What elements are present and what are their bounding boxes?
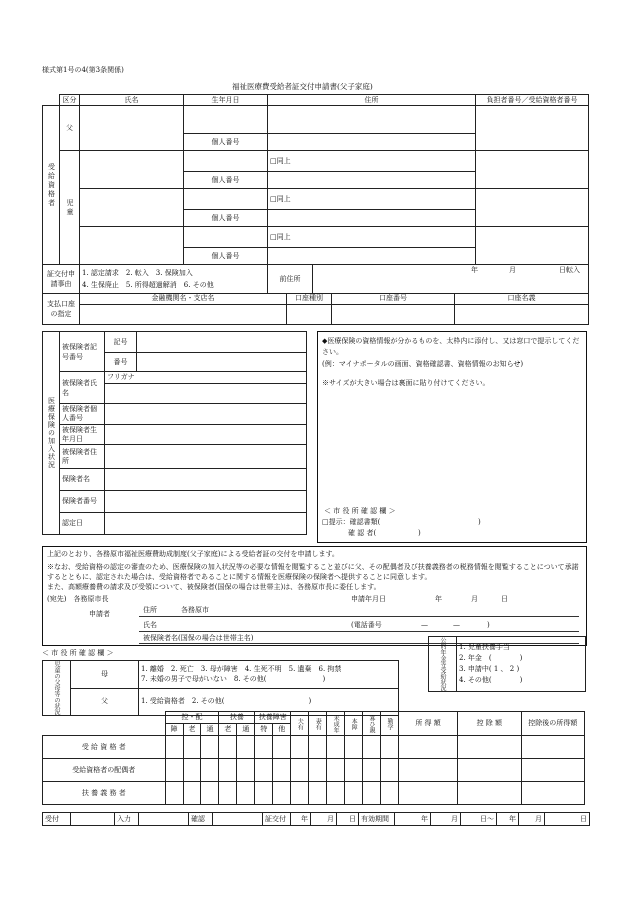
applicant-name-label: 氏名 (143, 621, 157, 629)
apply-year: 年 (435, 595, 442, 603)
declaration-line3: また、高額療養費の請求及び受領について、被保険者(国保の場合は世帯主)は、各務原市長に委任します。 (47, 583, 381, 591)
phone-label: (電話番号 (351, 621, 382, 629)
reason-options-line2[interactable]: 4. 生保廃止 5. 所得超過解消 6. その他 (82, 281, 214, 289)
reason-options-line1[interactable]: 1. 認定請求 2. 転入 3. 保険加入 (82, 269, 193, 277)
account-type-header: 口座種別 (287, 294, 332, 304)
income-sub-2: 老 (183, 724, 201, 736)
pension-label: 公的年金等受給状況 (429, 637, 457, 692)
insured-name-field[interactable] (105, 384, 307, 404)
form-title: 福祉医療費受給者証交付申請書(父子家庭) (232, 82, 373, 91)
child1-birthdate-field[interactable] (184, 151, 268, 172)
insured-address-field[interactable] (105, 445, 307, 469)
father-address-field[interactable] (268, 106, 476, 134)
checker-label: 確 認 者( (348, 529, 377, 537)
income-sub-5: 通 (237, 724, 255, 736)
child2-personal-number-label: 個人番号 (184, 210, 268, 227)
pension-option-4[interactable]: 4. その他( ) (459, 676, 523, 684)
applicant-city: 各務原市 (181, 606, 209, 614)
header-birthdate: 生年月日 (184, 95, 268, 106)
child1-burden-field[interactable] (476, 151, 589, 189)
income-header-dependent-disabled: 扶養障害 (255, 712, 291, 724)
insurer-number-label: 保険者番号 (60, 491, 105, 513)
insurance-side-label: 医療保険の加入状況 (43, 332, 60, 535)
mother-options-line2[interactable]: 7. 未婚の男子で母がいない 8. その他( ) (141, 675, 326, 684)
phone-dash2: — (453, 621, 460, 629)
phone-close: ) (487, 621, 490, 629)
apply-month: 月 (471, 595, 478, 603)
pension-option-2[interactable]: 2. 年金 ( ) (459, 654, 523, 662)
move-year: 年 (471, 266, 478, 274)
prev-address-label: 前住所 (268, 265, 313, 293)
income-sub-3: 通 (201, 724, 219, 736)
payment-label: 支払口座の指定 (43, 294, 80, 325)
reason-label: 証交付申請事由 (43, 265, 80, 294)
certified-date-label: 認定日 (60, 513, 105, 535)
father-personal-number-field[interactable] (268, 134, 476, 151)
insurer-name-field[interactable] (105, 469, 307, 491)
income-header-dependents: 扶養 (219, 712, 255, 724)
footer-issue-year: 年 (291, 813, 311, 826)
footer-issue-month: 月 (311, 813, 337, 826)
bank-name-header: 金融機関名・支店名 (80, 294, 287, 304)
footer-confirmed: 確認 (189, 813, 213, 826)
attachment-note2: ※サイズが大きい場合は裏面に貼り付けてください。 (322, 379, 490, 387)
income-header-income: 所 得 額 (398, 712, 457, 736)
presented-close: ) (478, 518, 481, 526)
income-header-spouse: 控・配 (165, 712, 219, 724)
child3-personal-number-label: 個人番号 (184, 248, 268, 265)
office-title: ＜ 市 役 所 確 認 欄 ＞ (42, 649, 114, 657)
child2-personal-number-field[interactable] (268, 210, 476, 227)
child3-address-field[interactable] (268, 227, 476, 248)
footer-issue-day: 日 (337, 813, 359, 826)
move-day: 日転入 (559, 266, 580, 274)
account-holder-header: 口座名義 (507, 294, 536, 302)
footer-valid-day: 日～ (461, 813, 497, 826)
footer-valid-month-end: 月 (519, 813, 545, 826)
account-type-field[interactable] (287, 305, 332, 324)
insured-symbol-label: 被保険者記号番号 (60, 332, 105, 372)
footer-valid-year: 年 (395, 813, 431, 826)
child2-same-checkbox[interactable]: □同上 (270, 194, 291, 203)
insured-birthdate-label: 被保険者生年月日 (60, 425, 105, 445)
footer-input: 入力 (115, 813, 139, 826)
parent-status-table (42, 660, 399, 716)
symbol-field[interactable] (137, 332, 307, 353)
attachment-box[interactable] (317, 331, 587, 543)
mother-options[interactable] (139, 661, 399, 689)
move-month: 月 (509, 266, 516, 274)
father-options[interactable]: 1. 受給資格者 2. その他( ) (139, 688, 399, 716)
father-birthdate-field[interactable] (184, 106, 268, 134)
footer-valid-period: 有効期間 (359, 813, 395, 826)
income-header-widow: 寡ひ親 (363, 712, 381, 736)
child3-same-checkbox[interactable]: □同上 (270, 232, 291, 241)
applicant-address-label: 住所 (143, 606, 157, 614)
insured-birthdate-field[interactable] (105, 425, 307, 445)
insurer-number-field[interactable] (105, 491, 307, 513)
child1-address-field[interactable] (268, 151, 476, 172)
income-header-husband: 夫有 (291, 712, 309, 736)
header-address: 住所 (268, 95, 476, 106)
income-row-spouse: 受給資格者の配偶者 (43, 759, 166, 782)
insured-personal-number-label: 被保険者個人番号 (60, 404, 105, 425)
pension-table (428, 636, 586, 692)
pension-option-3[interactable]: 3. 申請中( 1 、 2 ) (459, 665, 520, 673)
income-table (42, 711, 585, 805)
child-label: 児童 (60, 151, 80, 265)
insured-name-label: 被保険者氏名 (60, 372, 105, 404)
child2-name-field[interactable] (80, 189, 184, 227)
income-header-self-disabled: 本障 (345, 712, 363, 736)
insurer-name-label: 保険者名 (60, 469, 105, 491)
father-label: 父 (60, 106, 80, 151)
child3-birthdate-field[interactable] (184, 227, 268, 248)
attachment-note1b: (例：マイナポータルの画面、資格確認書、資格情報のお知らせ) (322, 360, 524, 368)
insured-personal-number-field[interactable] (105, 404, 307, 425)
pension-options[interactable] (457, 637, 586, 692)
apply-date-label: 申請年月日 (351, 595, 386, 603)
reason-options[interactable] (80, 265, 268, 294)
child3-personal-number-field[interactable] (268, 248, 476, 265)
footer-valid-month: 月 (431, 813, 461, 826)
child3-name-field[interactable] (80, 227, 184, 265)
income-sub-4: 老 (219, 724, 237, 736)
bank-name-field[interactable] (80, 305, 287, 324)
footer-issued: 証交付 (263, 813, 291, 826)
income-header-net: 控除後の所得額 (521, 712, 585, 736)
income-header-student: 勤学 (381, 712, 399, 736)
insured-address-label: 被保険者住所 (60, 445, 105, 469)
attachment-note1: ◆医療保険の資格情報が分かるものを、太枠内に添付し、又は窓口で提示してください。 (322, 337, 580, 356)
income-sub-1: 障 (165, 724, 183, 736)
pension-option-1[interactable]: 1. 児童扶養手当 (459, 643, 510, 651)
child2-burden-field[interactable] (476, 189, 589, 227)
child1-same-checkbox[interactable]: □同上 (270, 156, 291, 165)
presented-label: □提示：確認書類( (322, 518, 381, 526)
income-sub-6: 特 (255, 724, 273, 736)
income-sub-7: 他 (273, 724, 291, 736)
phone-dash1: — (421, 621, 428, 629)
income-row-recipient: 受 給 資 格 者 (43, 736, 166, 759)
header-burden-number: 負担者番号／受給資格者番号 (476, 95, 589, 106)
declaration-box (42, 546, 587, 646)
footer-valid-year-end: 年 (497, 813, 519, 826)
father-status-label: 父 (71, 688, 139, 716)
account-number-header: 口座番号 (332, 294, 455, 304)
footer-received: 受付 (43, 813, 71, 826)
insurance-table (42, 331, 307, 535)
symbol-label: 記号 (105, 332, 137, 353)
checker-close: ) (418, 529, 421, 537)
recipient-side-label: 受給資格者 (43, 106, 60, 265)
number-field[interactable] (137, 353, 307, 372)
child1-personal-number-label: 個人番号 (184, 172, 268, 189)
insured-householder-label: 被保険者名(国保の場合は世帯主名) (143, 634, 254, 642)
mother-label: 母 (71, 661, 139, 689)
child1-name-field[interactable] (80, 151, 184, 189)
income-header-wife: 妻有 (309, 712, 327, 736)
apply-day: 日 (501, 595, 508, 603)
mother-options-line1[interactable]: 1. 離婚 2. 死亡 3. 母が障害 4. 生死不明 5. 遺棄 6. 拘禁 (141, 665, 342, 674)
parent-status-label: 児童の父母等の状況 (43, 661, 71, 716)
addressee: (宛先) 各務原市長 (47, 595, 109, 603)
recipient-table (42, 94, 589, 325)
number-label: 番号 (105, 353, 137, 372)
father-burden-field[interactable] (476, 106, 589, 151)
certified-date-field[interactable] (105, 513, 307, 535)
applicant-label: 申請者 (89, 610, 110, 618)
furigana-field[interactable] (105, 372, 307, 384)
child3-burden-field[interactable] (476, 227, 589, 265)
insurance-office-title: ＜ 市 役 所 確 認 欄 ＞ (324, 507, 396, 515)
header-category: 区分 (60, 95, 80, 106)
prev-address-field[interactable] (313, 265, 588, 293)
account-holder-field[interactable] (455, 305, 588, 324)
child2-birthdate-field[interactable] (184, 189, 268, 210)
child2-address-field[interactable] (268, 189, 476, 210)
income-header-minor: 未成年 (327, 712, 345, 736)
income-header-deduction: 控 除 額 (458, 712, 521, 736)
father-personal-number-label: 個人番号 (184, 134, 268, 151)
header-name: 氏名 (80, 95, 184, 106)
child1-personal-number-field[interactable] (268, 172, 476, 189)
declaration-line1: 上記のとおり、各務原市福祉医療費助成制度(父子家庭)による受給者証の交付を申請します。 (47, 550, 339, 558)
declaration-line2: ※なお、受給資格の認定の審査のため、医療保険の加入状況等の必要な情報を閲覧すること並びに父、その配偶者及び扶養義務者の税務情報を閲覧することについて承諾するとともに、認定された場合は、受給資格者であることに関する情報を医療保険の保険者へ提供することに同意します。 (47, 563, 579, 581)
footer-table (42, 812, 590, 826)
income-row-supporter: 扶 養 義 務 者 (43, 782, 166, 805)
form-id: 様式第1号の4(第3条関係) (42, 66, 124, 74)
footer-valid-day-end: 日 (545, 813, 590, 826)
furigana-label: フリガナ (107, 373, 135, 381)
account-number-field[interactable] (332, 305, 455, 324)
father-name-field[interactable] (80, 106, 184, 151)
